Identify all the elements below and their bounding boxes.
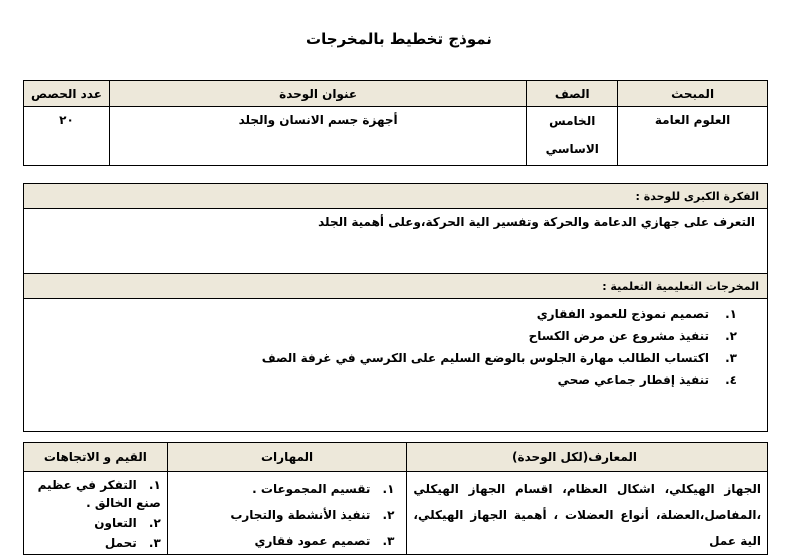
grade-value — [527, 107, 618, 166]
unit-info-table — [23, 80, 768, 166]
skill-item — [168, 502, 395, 528]
value-item — [24, 514, 161, 532]
skill-number: ١. — [382, 482, 395, 496]
outcomes-list — [24, 303, 737, 391]
skill-item — [168, 528, 395, 554]
knowledge-cell — [407, 472, 768, 555]
skills-list — [168, 472, 407, 554]
outcome-item — [24, 347, 737, 369]
value-number: ٢. — [148, 516, 161, 530]
value-number: ٣. — [148, 536, 161, 550]
big-idea-text: التعرف على جهازي الدعامة والحركة وتفسير الية الحركة،وعلى أهمية الجلد — [24, 209, 768, 276]
subject-header: المبحث — [618, 81, 768, 107]
skills-header: المهارات — [167, 443, 407, 472]
skill-text: تقسيم المجموعات . — [252, 482, 371, 496]
outcome-item — [24, 325, 737, 347]
outcome-text: تصميم نموذج للعمود الفقاري — [536, 307, 709, 321]
skill-number: ٣. — [382, 534, 395, 548]
outcome-number: ٣. — [725, 351, 737, 365]
value-text: التعاون — [94, 516, 137, 530]
grade-header: الصف — [527, 81, 618, 107]
value-item — [24, 476, 161, 512]
outcome-text: تنفيذ مشروع عن مرض الكساح — [528, 329, 709, 343]
skill-item — [168, 476, 395, 502]
values-header: القيم و الاتجاهات — [24, 443, 168, 472]
outcome-text: اكتساب الطالب مهارة الجلوس بالوضع السليم على الكرسي في غرفة الصف — [261, 351, 709, 365]
knowledge-header: المعارف(لكل الوحدة) — [407, 443, 768, 472]
skill-number: ٢. — [382, 508, 395, 522]
grade-line-2: الاساسي — [545, 142, 599, 156]
value-text: التفكر في عظيم صنع الخالق . — [37, 478, 161, 510]
page-title: نموذج تخطيط بالمخرجات — [306, 30, 492, 48]
value-number: ١. — [148, 478, 161, 492]
outcomes-table — [23, 273, 768, 432]
big-idea-table — [23, 183, 768, 276]
skill-text: تصميم عمود فقاري — [254, 534, 371, 548]
details-table — [23, 442, 768, 555]
outcome-text: تنفيذ إفطار جماعي صحي — [557, 373, 709, 387]
grade-line-1: الخامس — [549, 114, 596, 128]
skills-cell — [167, 472, 407, 555]
values-cell — [24, 472, 168, 555]
outcomes-label: المخرجات التعليمية التعلمية : — [24, 274, 768, 299]
unit-title-header: عنوان الوحدة — [109, 81, 526, 107]
value-item — [24, 534, 161, 552]
big-idea-label: الفكرة الكبرى للوحدة : — [24, 184, 768, 209]
outcome-number: ٢. — [725, 329, 737, 343]
outcome-item — [24, 303, 737, 325]
value-text: تحمل — [104, 536, 137, 550]
skill-text: تنفيذ الأنشطة والتجارب — [230, 508, 371, 522]
values-list — [24, 472, 167, 552]
unit-title-value: أجهزة جسم الانسان والجلد — [109, 107, 526, 166]
knowledge-text: الجهاز الهيكلي، اشكال العظام، اقسام الجهاز الهيكلي ،المفاصل،العضلة، أنواع العضلات ، أهمية الجهاز الهيكلي، الية عمل — [413, 482, 761, 548]
outcomes-list-cell — [24, 299, 768, 432]
outcome-item — [24, 369, 737, 391]
lesson-count-header: عدد الحصص — [24, 81, 110, 107]
subject-value: العلوم العامة — [618, 107, 768, 166]
lesson-count-value: ٢٠ — [24, 107, 110, 166]
outcome-number: ١. — [725, 307, 737, 321]
outcome-number: ٤. — [725, 373, 737, 387]
